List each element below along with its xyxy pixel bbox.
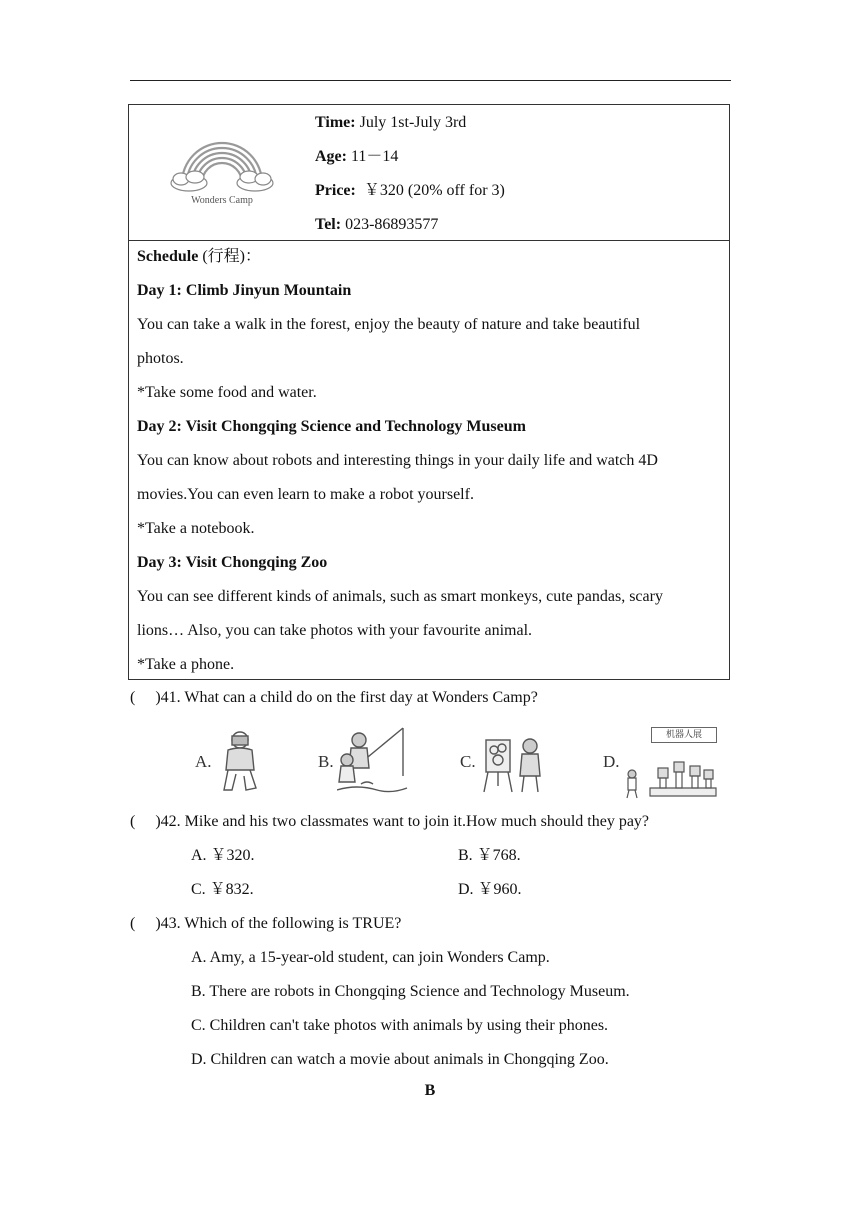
camp-details <box>315 111 505 247</box>
q42-option-a: A. ￥320. <box>191 847 255 864</box>
day2-note: *Take a notebook. <box>137 520 255 537</box>
q43-option-c: C. Children can't take photos with animals by using their phones. <box>191 1017 609 1034</box>
question-43: ( )43. Which of the following is TRUE? <box>130 915 402 932</box>
top-rule <box>130 80 731 81</box>
q42-option-c: C. ￥832. <box>191 881 254 898</box>
day2-text: You can know about robots and interesting things in your daily life and watch 4D <box>137 452 658 469</box>
day1-text: photos. <box>137 350 184 367</box>
q43-option-a: A. Amy, a 15-year-old student, can join Wonders Camp. <box>191 949 550 966</box>
section-b-heading: B <box>424 1082 436 1099</box>
question-41: ( )41. What can a child do on the first day at Wonders Camp? <box>130 689 538 706</box>
day3-text: lions… Also, you can take photos with your favourite animal. <box>137 622 533 639</box>
robot-exhibition-picture-icon <box>624 744 718 805</box>
question-42: ( )42. Mike and his two classmates want to join it.How much should they pay? <box>130 813 650 830</box>
fishing-picture-icon <box>337 726 409 801</box>
age-line: Age: 11－14 <box>315 148 399 165</box>
q41-label-a: A. <box>195 752 212 771</box>
day3-note: *Take a phone. <box>137 656 235 673</box>
photographer-picture-icon <box>216 728 266 801</box>
q41-label-c: C. <box>460 752 476 771</box>
day1-title: Day 1: Climb Jinyun Mountain <box>137 282 352 299</box>
q42-option-d: D. ￥960. <box>458 881 522 898</box>
day3-text: You can see different kinds of animals, such as smart monkeys, cute pandas, scary <box>137 588 663 605</box>
q43-option-b: B. There are robots in Chongqing Science and Technology Museum. <box>191 983 630 1000</box>
schedule-section <box>137 245 722 687</box>
q42-option-b: B. ￥768. <box>458 847 521 864</box>
rainbow-logo-icon <box>167 135 277 215</box>
day1-note: *Take some food and water. <box>137 384 317 401</box>
q41-label-d: D. <box>603 752 620 771</box>
day2-title: Day 2: Visit Chongqing Science and Technology Museum <box>137 418 526 435</box>
day1-text: You can take a walk in the forest, enjoy the beauty of nature and take beautiful <box>137 316 641 333</box>
robot-exhibition-sign: 机器人展 <box>651 727 717 743</box>
day3-title: Day 3: Visit Chongqing Zoo <box>137 554 328 571</box>
painting-picture-icon <box>482 734 544 799</box>
day2-text: movies.You can even learn to make a robot yourself. <box>137 486 474 503</box>
camp-header-row <box>129 105 729 241</box>
camp-info-table <box>128 104 730 680</box>
price-line: Price: ￥320 (20% off for 3) <box>315 182 505 199</box>
schedule-heading: Schedule (行程)： <box>137 248 262 265</box>
tel-line: Tel: 023-86893577 <box>315 216 439 233</box>
q43-option-d: D. Children can watch a movie about animals in Chongqing Zoo. <box>191 1051 609 1068</box>
q41-label-b: B. <box>318 752 334 771</box>
time-line: Time: July 1st-July 3rd <box>315 114 467 131</box>
logo-caption: Wonders Camp <box>191 195 253 206</box>
